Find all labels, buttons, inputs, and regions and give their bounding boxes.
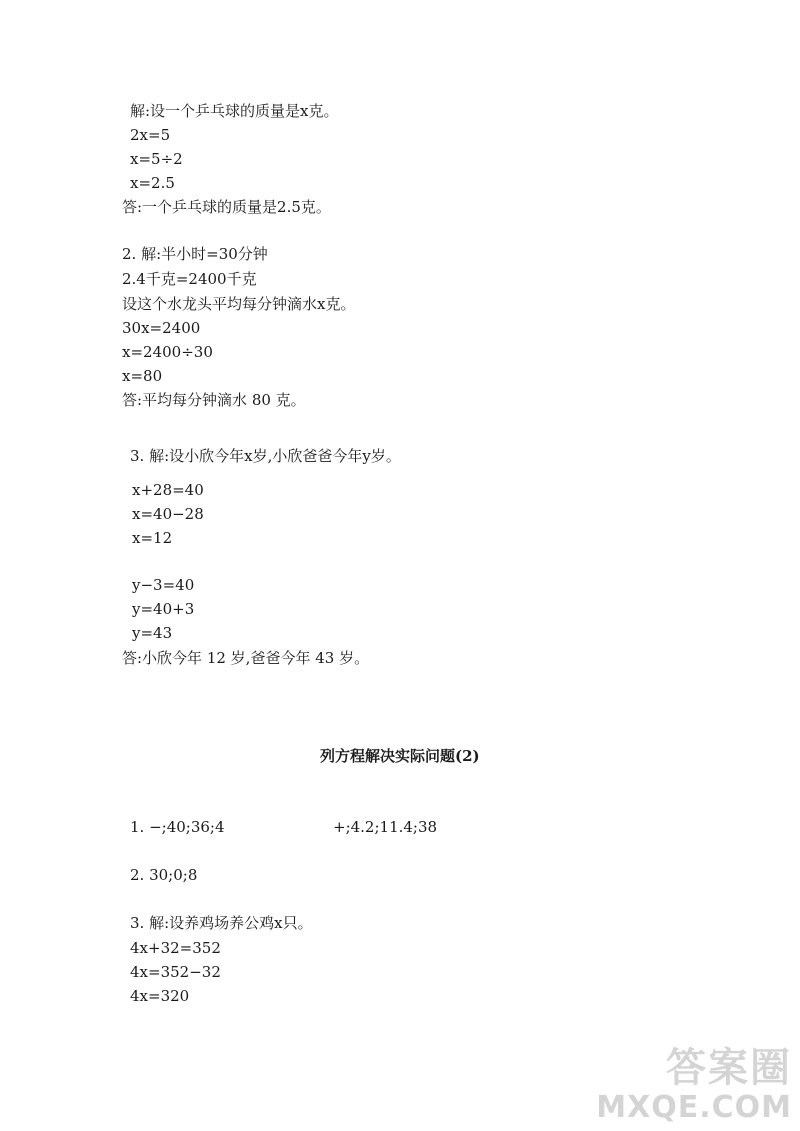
answer-line: 答:小欣今年 12 岁,爸爸今年 43 岁。 xyxy=(122,649,370,667)
equation-line: x=2.5 xyxy=(130,174,175,192)
question-2-heading: 2. 解:半小时=30分钟 xyxy=(122,245,268,263)
text-line: 设这个水龙头平均每分钟滴水x克。 xyxy=(122,295,356,313)
watermark-logo-text: 答案圈 xyxy=(666,1045,792,1091)
equation-line: 2x=5 xyxy=(130,126,171,144)
answer-line: 答:一个乒乓球的质量是2.5克。 xyxy=(122,198,331,216)
equation-line: y=40+3 xyxy=(132,600,195,618)
watermark-url: MXQE.COM xyxy=(596,1090,792,1125)
question-2-answers: 2. 30;0;8 xyxy=(130,866,198,884)
watermark xyxy=(596,1045,792,1125)
equation-line: 30x=2400 xyxy=(122,319,201,337)
answer-line: 答:平均每分钟滴水 80 克。 xyxy=(122,391,306,409)
question-1-answers-right: +;4.2;11.4;38 xyxy=(333,818,438,836)
equation-line: y=43 xyxy=(132,624,173,642)
text-line: 解:设一个乒乓球的质量是x克。 xyxy=(130,102,339,120)
equation-line: x=5÷2 xyxy=(130,150,183,168)
equation-line: x=40−28 xyxy=(132,505,204,523)
equation-line: 4x=352−32 xyxy=(130,963,221,981)
section-title: 列方程解决实际问题(2) xyxy=(320,747,480,765)
equation-line: 4x=320 xyxy=(130,987,190,1005)
question-3-heading: 3. 解:设小欣今年x岁,小欣爸爸今年y岁。 xyxy=(130,447,401,465)
question-1-answers-left: 1. −;40;36;4 xyxy=(130,818,225,836)
question-3-heading: 3. 解:设养鸡场养公鸡x只。 xyxy=(130,914,313,932)
equation-line: x=80 xyxy=(122,367,163,385)
equation-line: x=2400÷30 xyxy=(122,343,213,361)
equation-line: y−3=40 xyxy=(132,576,195,594)
equation-line: x+28=40 xyxy=(132,481,204,499)
equation-line: x=12 xyxy=(132,529,173,547)
text-line: 2.4千克=2400千克 xyxy=(122,270,257,288)
equation-line: 4x+32=352 xyxy=(130,939,221,957)
